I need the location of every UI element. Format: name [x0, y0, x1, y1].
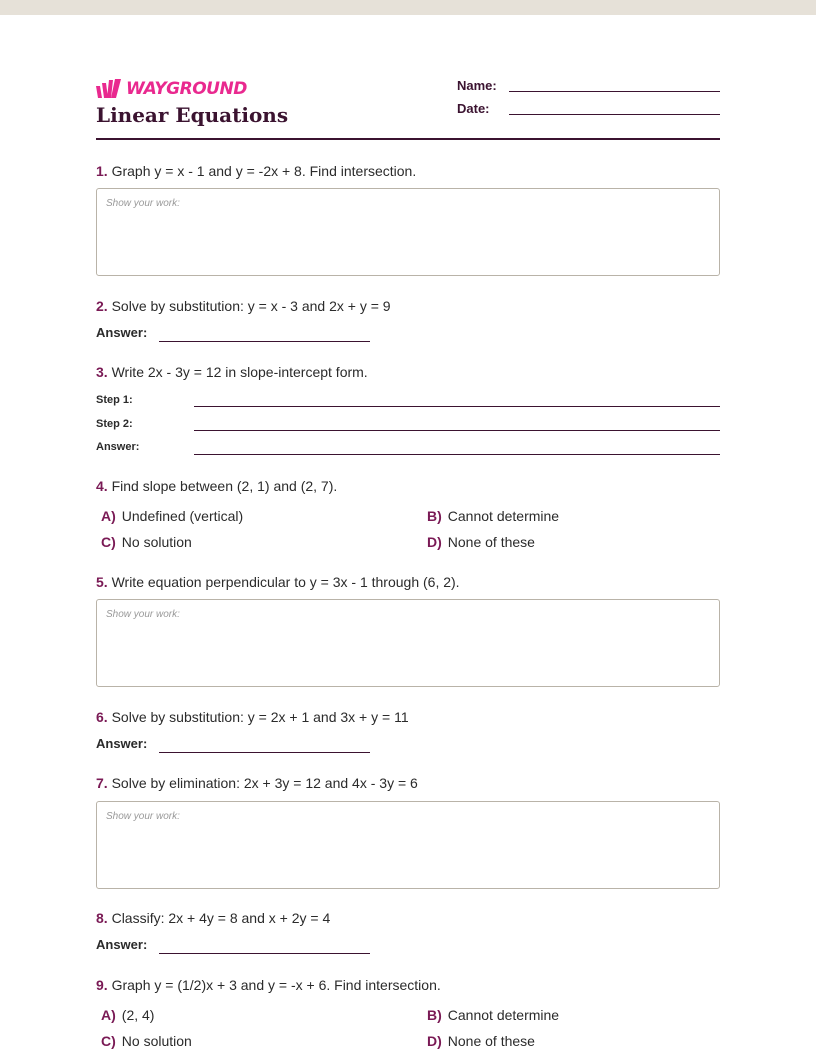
answer-line-6[interactable]	[159, 752, 370, 753]
wayground-logo-icon	[96, 79, 122, 99]
question-1: 1. Graph y = x - 1 and y = -2x + 8. Find intersection.	[96, 163, 417, 179]
step-label-2: Step 2:	[96, 418, 133, 430]
option-4b[interactable]: B) Cannot determine	[427, 508, 560, 524]
answer-line-8[interactable]	[159, 953, 370, 954]
step-line-2[interactable]	[194, 430, 720, 431]
page-title: Linear Equations	[96, 103, 289, 127]
step-label-1: Step 1:	[96, 394, 133, 406]
brand-name: WAYGROUND	[126, 79, 247, 99]
option-4a[interactable]: A) Undefined (vertical)	[101, 508, 244, 524]
work-box-5[interactable]	[96, 599, 720, 687]
work-placeholder: Show your work:	[106, 198, 180, 209]
question-2: 2. Solve by substitution: y = x - 3 and 2x + y = 9	[96, 298, 391, 314]
work-box-1[interactable]	[96, 188, 720, 276]
work-placeholder: Show your work:	[106, 609, 180, 620]
question-6: 6. Solve by substitution: y = 2x + 1 and 3x + y = 11	[96, 709, 409, 725]
option-9d[interactable]: D) None of these	[427, 1033, 535, 1049]
question-5: 5. Write equation perpendicular to y = 3x - 1 through (6, 2).	[96, 574, 460, 590]
date-field-line[interactable]	[509, 114, 720, 115]
option-9c[interactable]: C) No solution	[101, 1033, 192, 1049]
top-bar	[0, 0, 816, 15]
option-4d[interactable]: D) None of these	[427, 534, 535, 550]
question-8: 8. Classify: 2x + 4y = 8 and x + 2y = 4	[96, 910, 331, 926]
answer-label-2: Answer:	[96, 325, 148, 340]
brand-logo	[96, 78, 247, 100]
option-9b[interactable]: B) Cannot determine	[427, 1007, 560, 1023]
question-4: 4. Find slope between (2, 1) and (2, 7).	[96, 478, 338, 494]
answer-label-8: Answer:	[96, 937, 148, 952]
question-7: 7. Solve by elimination: 2x + 3y = 12 and 4x - 3y = 6	[96, 775, 418, 791]
step-line-1[interactable]	[194, 406, 720, 407]
answer-line-2[interactable]	[159, 341, 370, 342]
name-field-line[interactable]	[509, 91, 720, 92]
option-4c[interactable]: C) No solution	[101, 534, 192, 550]
work-placeholder: Show your work:	[106, 811, 180, 822]
header-divider	[96, 138, 720, 140]
option-9a[interactable]: A) (2, 4)	[101, 1007, 155, 1023]
step-label-answer: Answer:	[96, 441, 140, 453]
date-label: Date:	[457, 101, 490, 116]
question-9: 9. Graph y = (1/2)x + 3 and y = -x + 6. Find intersection.	[96, 977, 441, 993]
work-box-7[interactable]	[96, 801, 720, 889]
answer-label-6: Answer:	[96, 736, 148, 751]
question-3: 3. Write 2x - 3y = 12 in slope-intercept form.	[96, 364, 368, 380]
step-line-answer[interactable]	[194, 454, 720, 455]
name-label: Name:	[457, 78, 497, 93]
